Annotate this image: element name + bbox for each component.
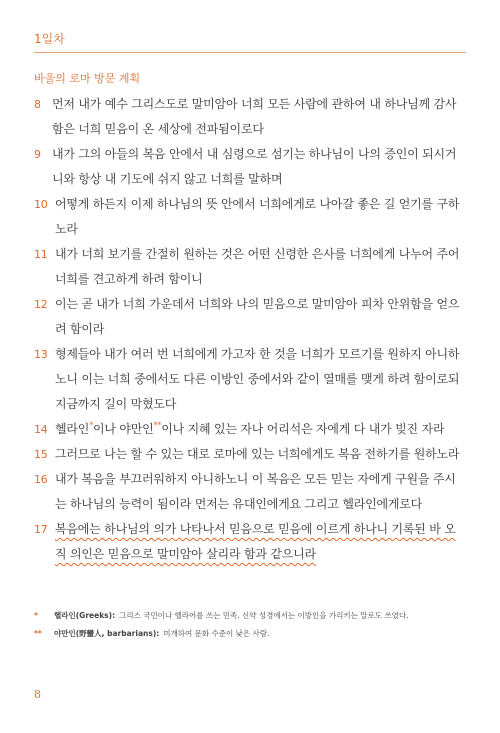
footnote-text: 그리스 국민이나 헬라어를 쓰는 민족. 신약 성경에서는 이방인을 가리키는 말로도 쓰였다. [119, 611, 409, 620]
verse-text: 이는 곧 내가 너희 가운데서 너희와 나의 믿음으로 말미암아 피차 안위함을 얻으려 함이라 [55, 297, 460, 336]
footnotes [34, 607, 474, 643]
section-title: 바울의 로마 방문 계획 [34, 72, 141, 85]
verse-number: 15 [34, 448, 48, 461]
header-label: 1일차 [34, 32, 65, 46]
page-number: 8 [34, 688, 41, 701]
verse-text [55, 417, 464, 442]
verse-number: 13 [34, 348, 48, 361]
footnote-marker[interactable]: * [89, 421, 93, 430]
footnote-mark: * [34, 611, 38, 620]
verse-text: 내가 복음을 부끄러워하지 아니하노니 이 복음은 모든 믿는 자에게 구원을 주시는 하나님의 능력이 됨이라 먼저는 유대인에게요 그리고 헬라인에게로다 [55, 472, 456, 511]
verse-text: 내가 그의 아들의 복음 안에서 내 심령으로 섬기는 하나님이 나의 증인이 되시거니와 항상 내 기도에 쉬지 않고 너희를 말하며 [52, 147, 457, 186]
verse-number: 9 [34, 148, 41, 161]
verse [34, 467, 464, 517]
footnote-text: 미개하여 문화 수준이 낮은 사람. [163, 629, 270, 638]
verse [34, 342, 464, 417]
verse-text-part: 이나 야만인 [93, 422, 154, 436]
verse-number: 16 [34, 473, 48, 486]
verse-text: 어떻게 하든지 이제 하나님의 뜻 안에서 너희에게로 나아갈 좋은 길 얻기를 구하노라 [55, 197, 460, 236]
verse-text: 그러므로 나는 할 수 있는 대로 로마에 있는 너희에게도 복음 전하기를 원하노라 [55, 447, 460, 461]
verse-text: 내가 너희 보기를 간절히 원하는 것은 어떤 신령한 은사를 너희에게 나누어 주어 너희를 견고하게 하려 함이니 [55, 247, 460, 286]
verse-number: 10 [34, 198, 48, 211]
footnote [34, 625, 474, 643]
footnote-marker[interactable]: ** [153, 421, 162, 430]
verse [34, 92, 464, 142]
verse-number: 11 [34, 248, 48, 261]
verse [34, 142, 464, 192]
footnote-term: 헬라인(Greeks): [54, 611, 116, 620]
verse-text-part: 헬라인 [55, 422, 90, 436]
verse [34, 442, 464, 467]
verse-text-highlighted: 복음에는 하나님의 의가 나타나서 믿음으로 믿음에 이르게 하나니 기록된 바 오직 의인은 믿음으로 말미암아 살리라 함과 같으니라 [55, 522, 456, 561]
verse [34, 242, 464, 292]
verse-text: 형제들아 내가 여러 번 너희에게 가고자 한 것을 너희가 모르기를 원하지 아니하노니 이는 너희 중에서도 다른 이방인 중에서와 같이 열매를 맺게 하려 함이로되 지금까지 길이 막혔도다 [55, 347, 460, 411]
verse [34, 517, 464, 567]
footnote-mark: ** [34, 629, 42, 638]
verse-list [34, 92, 464, 567]
verse-text: 먼저 내가 예수 그리스도로 말미암아 너희 모든 사람에 관하여 내 하나님께 감사함은 너희 믿음이 온 세상에 전파됨이로다 [52, 97, 457, 136]
verse-number: 8 [34, 98, 41, 111]
verse [34, 292, 464, 342]
verse-number: 14 [34, 423, 48, 436]
footnote [34, 607, 474, 625]
verse-text-part: 이나 지혜 있는 자나 어리석은 자에게 다 내가 빚진 자라 [161, 422, 445, 436]
footnote-term: 야만인(野蠻人, barbarians): [54, 629, 160, 638]
verse [34, 417, 464, 442]
verse-number: 12 [34, 298, 48, 311]
header-divider [34, 52, 466, 53]
verse [34, 192, 464, 242]
verse-number: 17 [34, 523, 48, 536]
